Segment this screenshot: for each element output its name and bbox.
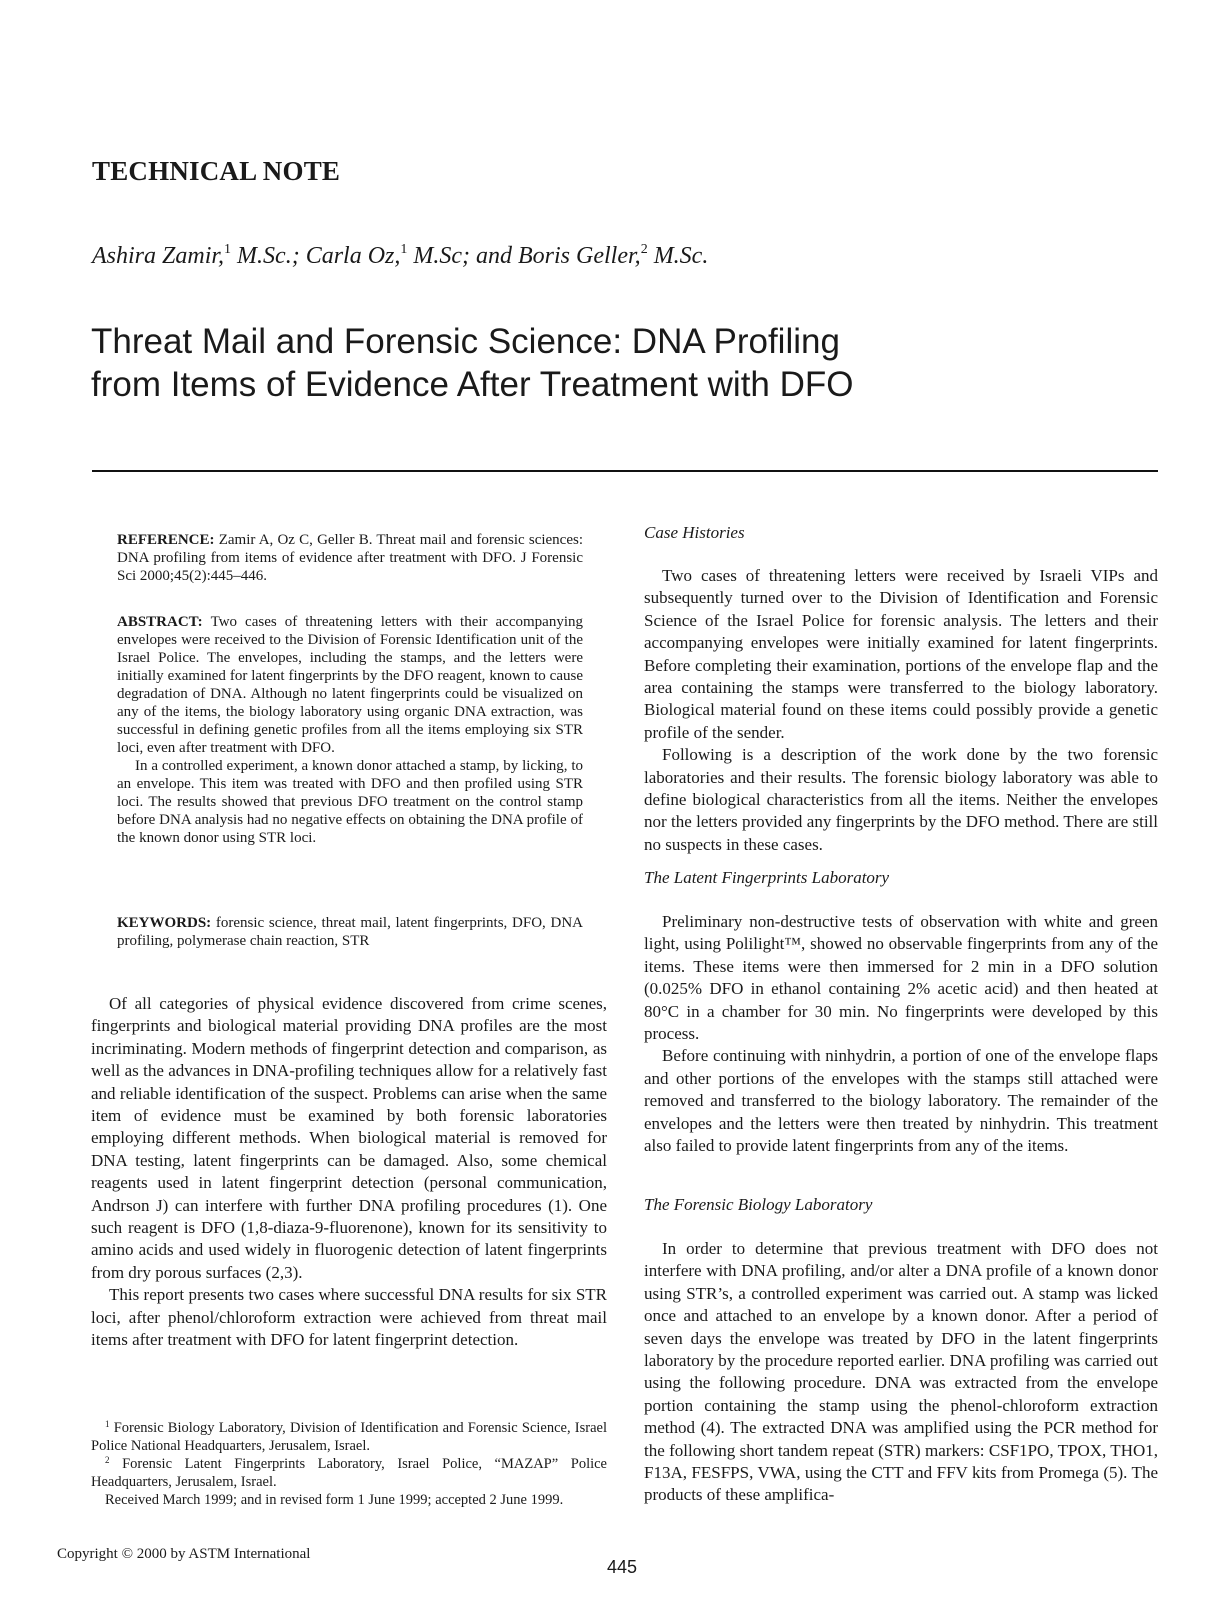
footnote-mark: 1 (105, 1419, 110, 1429)
case-histories-body (644, 565, 1158, 856)
author-degree: M.Sc. (647, 243, 709, 269)
keywords-block (117, 914, 583, 950)
body-paragraph: This report presents two cases where successful DNA results for six STR loci, after phenol/chloroform extraction were achieved from threat mail items after treatment with DFO for latent fingerprint detection. (91, 1285, 607, 1350)
body-paragraph: In order to determine that previous treatment with DFO does not interfere with DNA profiling, and/or alter a DNA profile of a known donor using STR’s, a controlled experiment was carried out. A stamp was licked once and attached to an envelope by a known donor. After a period of seven days the envelope was treated by DFO in the latent fingerprints laboratory by the procedure reported earlier. DNA profiling was carried out using the following procedure. DNA was extracted from the envelope portion containing the stamp using the phenol-chloroform extraction method (4). The extracted DNA was amplified using the PCR method for the following short tandem repeat (STR) markers: CSF1PO, TPOX, THO1, F13A, FESFPS, VWA, using the CTT and FFV kits from Promega (5). The products of these amplifica- (644, 1239, 1158, 1505)
paper-title (91, 320, 991, 406)
received-dates: Received March 1999; and in revised form 1 June 1999; accepted 2 June 1999. (105, 1492, 564, 1508)
abstract-label: ABSTRACT: (117, 614, 203, 630)
affiliation-mark: 1 (224, 242, 232, 257)
body-paragraph: Before continuing with ninhydrin, a portion of one of the envelope flaps and other portions of the envelopes with the stamps still attached were removed and transferred to the biology laboratory. The remainder of the envelopes and the letters were then treated by ninhydrin. This treatment also failed to provide latent fingerprints from any of the items. (644, 1046, 1158, 1156)
author-degree: M.Sc; (407, 243, 477, 269)
abstract-paragraph: Two cases of threatening letters with their accompanying envelopes were received to the Division of Forensic Identification unit of the Israel Police. The envelopes, including the stamps, and the letters were initially examined for latent fingerprints by the DFO reagent, known to cause degradation of DNA. Although no latent fingerprints could be visualized on any of the items, the biology laboratory using organic DNA extraction, was successful in defining genetic profiles from all the items employing six STR loci, even after treatment with DFO. (117, 614, 583, 756)
footnote-text: Forensic Latent Fingerprints Laboratory, Israel Police, “MAZAP” Police Headquarters, Jerusalem, Israel. (91, 1456, 607, 1490)
title-line: from Items of Evidence After Treatment with DFO (91, 365, 854, 404)
affiliation-mark: 1 (400, 242, 408, 257)
page-number: 445 (607, 1557, 638, 1577)
latent-fingerprints-body (644, 911, 1158, 1157)
reference-text: Zamir A, Oz C, Geller B. Threat mail and forensic sciences: DNA profiling from items of evidence after treatment with DFO. J Forensic Sci 2000;45(2):445–446. (117, 532, 584, 584)
section-heading-forensic-biology: The Forensic Biology Laboratory (644, 1195, 873, 1214)
footnotes (91, 1419, 607, 1509)
footnote-mark: 2 (105, 1455, 110, 1465)
body-paragraph: Following is a description of the work done by the two forensic laboratories and their results. The forensic biology laboratory was able to define biological characteristics from all the items. Neither the envelopes nor the letters provided any fingerprints by the DFO method. There are still no suspects in these cases. (644, 745, 1158, 854)
section-heading-case-histories: Case Histories (644, 523, 745, 542)
author-list (92, 243, 708, 270)
copyright-notice: Copyright © 2000 by ASTM International (57, 1546, 311, 1562)
footnote-text: Forensic Biology Laboratory, Division of Identification and Forensic Science, Israel Police National Headquarters, Jerusalem, Israel. (91, 1420, 607, 1454)
keywords-text: forensic science, threat mail, latent fingerprints, DFO, DNA profiling, polymerase chain reaction, STR (117, 915, 583, 949)
keywords-label: KEYWORDS: (117, 915, 212, 931)
section-heading-latent-fingerprints: The Latent Fingerprints Laboratory (644, 868, 890, 887)
forensic-biology-body (644, 1238, 1158, 1507)
affiliation-mark: 2 (640, 242, 648, 257)
section-label: TECHNICAL NOTE (92, 156, 341, 186)
footnote (91, 1455, 607, 1491)
body-paragraph: Of all categories of physical evidence discovered from crime scenes, fingerprints and biological material providing DNA profiles are the most incriminating. Modern methods of fingerprint detection and comparison, as well as the advances in DNA-profiling techniques allow for a relatively fast and reliable identification of the suspect. Problems can arise when the same item of evidence must be examined by both forensic laboratories employing different methods. When biological material is removed for DNA testing, latent fingerprints can be damaged. Also, some chemical reagents used in latent fingerprint detection (personal communication, Andrson J) can interfere with further DNA profiling procedures (1). One such reagent is DFO (1,8-diaza-9-fluorenone), known for its sensitivity to amino acids and used widely in fluorogenic detection of latent fingerprints from dry porous surfaces (2,3). (91, 994, 607, 1282)
author-degree: M.Sc.; (231, 243, 306, 269)
reference-label: REFERENCE: (117, 532, 215, 548)
body-paragraph: Preliminary non-destructive tests of observation with white and green light, using Polilight™, showed no observable fingerprints from any of the items. These items were then immersed for 2 min in a DFO solution (0.025% DFO in ethanol containing 2% acetic acid) and then heated at 80°C in a chamber for 30 min. No fingerprints were developed by this process. (644, 912, 1158, 1044)
author-name: and Boris Geller, (476, 243, 641, 269)
title-line: Threat Mail and Forensic Science: DNA Profiling (91, 322, 840, 361)
body-paragraph: Two cases of threatening letters were received by Israeli VIPs and subsequently turned over to the Division of Identification and Forensic Science of the Israel Police for forensic analysis. The letters and their accompanying envelopes were initially examined for latent fingerprints. Before completing their examination, portions of the envelope flap and the area containing the stamps were transferred to the biology laboratory. Biological material found on these items could possibly provide a genetic profile of the sender. (644, 566, 1158, 742)
reference-block (117, 531, 583, 585)
author-name: Carla Oz, (305, 243, 401, 269)
abstract-paragraph: In a controlled experiment, a known donor attached a stamp, by licking, to an envelope. This item was treated with DFO and then profiled using STR loci. The results showed that previous DFO treatment on the control stamp before DNA analysis had no negative effects on obtaining the DNA profile of the known donor using STR loci. (117, 758, 583, 846)
abstract-block (117, 613, 583, 847)
title-divider (92, 470, 1158, 472)
intro-column (91, 993, 607, 1352)
footnote (91, 1419, 607, 1455)
author-name: Ashira Zamir, (92, 243, 225, 269)
